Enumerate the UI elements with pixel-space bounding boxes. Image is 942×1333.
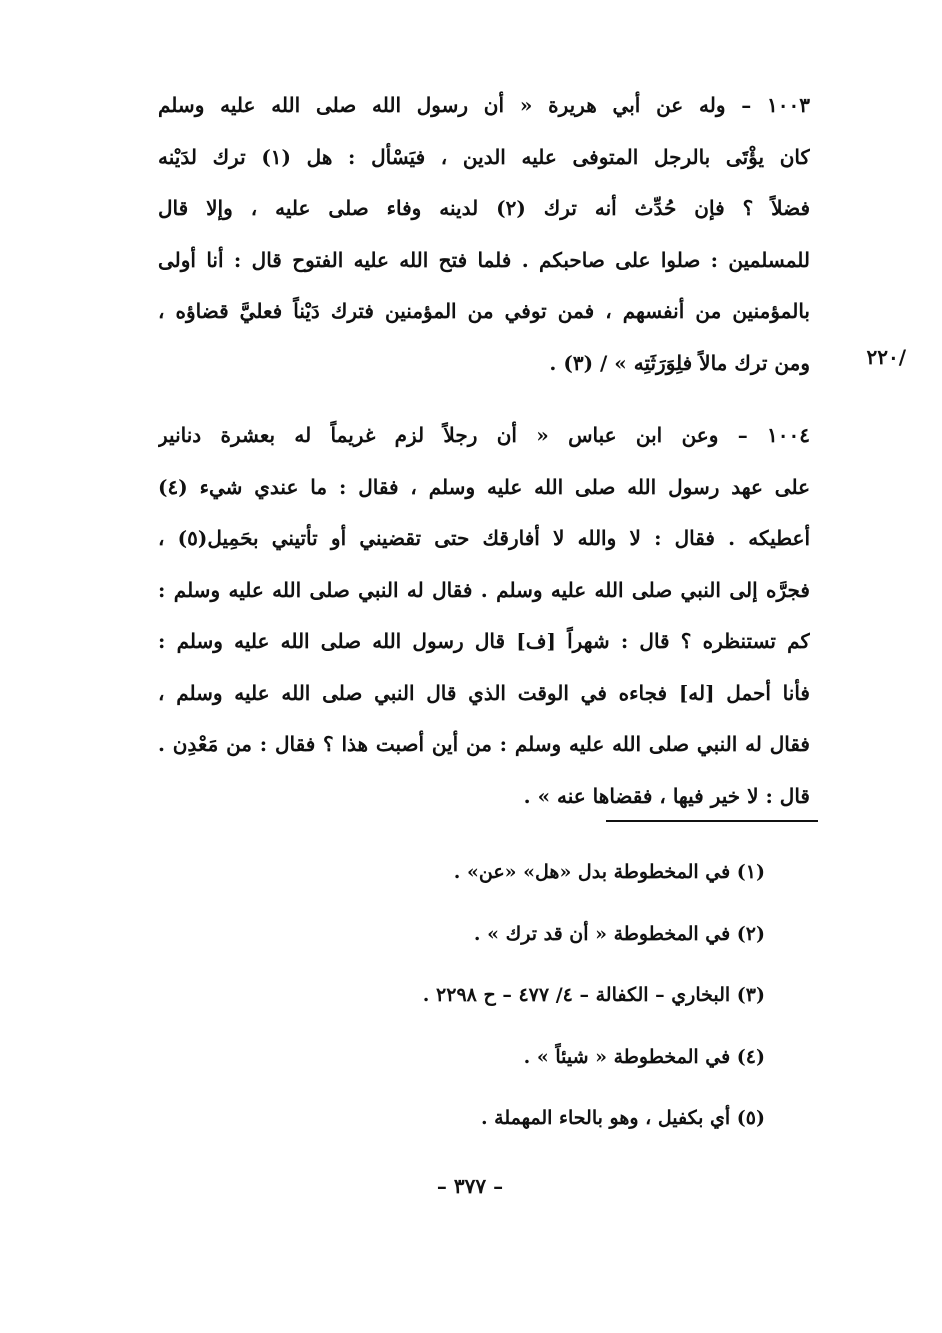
text-line: ١٠٠٤ – وعن ابن عباس « أن رجلاً لزم غريماً له بعشرة دنانير — [158, 423, 810, 447]
text-line: فأنا أحمل [له] فجاءه في الوقت الذي قال النبي صلى الله عليه وسلم ، — [158, 680, 810, 705]
text-line: ١٠٠٣ – وله عن أبي هريرة « أن رسول الله صلى الله عليه وسلم — [158, 93, 810, 117]
text-line: على عهد رسول الله صلى الله عليه وسلم ، فقال : ما عندي شيء (٤) — [158, 474, 810, 499]
text-line: قال : لا خير فيها ، فقضاها عنه » . — [523, 783, 810, 808]
footnote-item: (٥) أي بكفيل ، وهو بالحاء المهملة . — [480, 1107, 765, 1129]
page-number: – ٣٧٧ – — [436, 1174, 504, 1198]
footnote-item: (٢) في المخطوطة « أن قد ترك » . — [473, 922, 765, 945]
text-line: كم تستنظره ؟ قال : شهراً [ف] قال رسول الله صلى الله عليه وسلم : — [158, 629, 810, 653]
text-line: ومن ترك مالاً فلِوَرَثَتِه » / (٣) . — [549, 350, 810, 375]
text-line: فجرَّه إلى النبي صلى الله عليه وسلم . فقال له النبي صلى الله عليه وسلم : — [158, 577, 810, 602]
text-line: فقال له النبي صلى الله عليه وسلم : من أين أصبت هذا ؟ فقال : من مَعْدِن . — [158, 732, 810, 756]
footnotes-list — [260, 845, 765, 1153]
footnote-item: (٤) في المخطوطة « شيئاً » . — [523, 1045, 765, 1068]
footnote-divider — [606, 820, 818, 822]
margin-page-reference: /٢٢٠ — [866, 345, 906, 369]
text-line: فضلاً ؟ فإن حُدِّث أنه ترك (٢) لدينه وفاء صلى عليه ، وإلا قال — [158, 196, 810, 220]
hadith-1003-paragraph — [158, 80, 810, 389]
text-line: كان يؤْتَى بالرجل المتوفى عليه الدين ، فيَسْأل : هل (١) ترك لدَيْنه — [158, 144, 810, 169]
text-line: للمسلمين : صلوا على صاحبكم . فلما فتح الله عليه الفتوح قال : أنا أولى — [158, 247, 810, 272]
footnote-item: (٣) البخاري – الكفالة – ٤/ ٤٧٧ – ح ٢٢٩٨ . — [422, 984, 765, 1006]
text-line: أعطيكه . فقال : لا والله لا أفارقك حتى تقضيني أو تأتيني بحَمِيل(٥) ، — [158, 526, 810, 550]
text-line: بالمؤمنين من أنفسهم ، فمن توفي من المؤمنين فترك دَيْناً فعليَّ قضاؤه ، — [158, 299, 810, 323]
hadith-1004-paragraph — [158, 410, 810, 822]
footnote-item: (١) في المخطوطة بدل «هل» «عن» . — [453, 861, 765, 883]
